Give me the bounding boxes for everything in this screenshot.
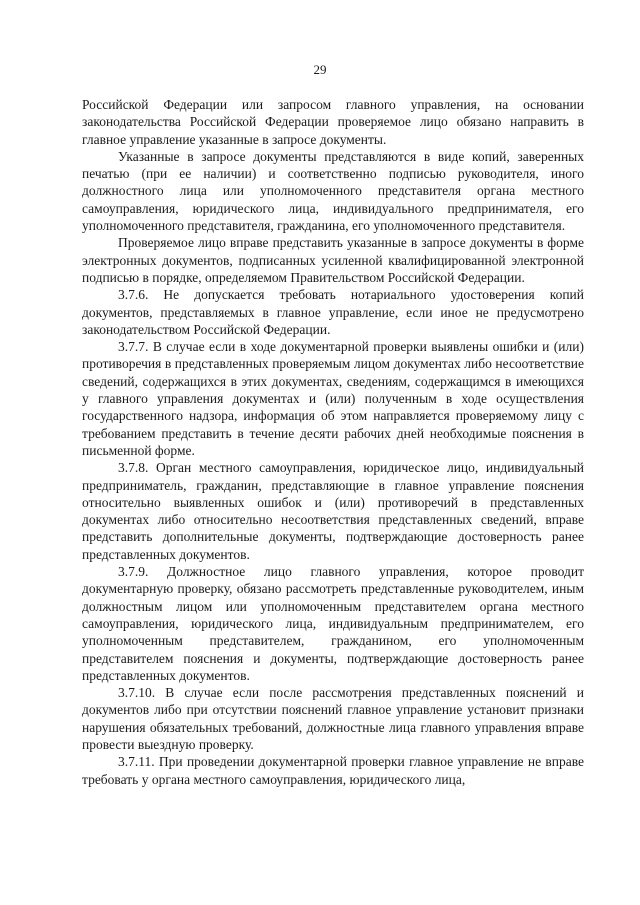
paragraph-3-7-6: 3.7.6. Не допускается требовать нотариального удостоверения копий документов, представляемых в главное управление, если иное не предусмотрено законодательством Российской Федерации. bbox=[82, 287, 584, 337]
paragraph-3-7-9: 3.7.9. Должностное лицо главного управления, которое проводит документарную проверку, обязано рассмотреть представленные руководителем, иным должностным лицом или уполномоченным представителем органа местного самоуправления, юридического лица, индивидуальным предпринимателем, его уполномоченным представителем, гражданином, его уполномоченным представителем пояснения и документы, подтверждающие достоверность ранее представленных документов. bbox=[82, 564, 584, 683]
paragraph-3-7-7: 3.7.7. В случае если в ходе документарной проверки выявлены ошибки и (или) противоречия в представленных проверяемым лицом документах либо несоответствие сведений, содержащихся в этих документах, сведениям, содержащимся в имеющихся у главного управления документах и (или) полученным в ходе осуществления государственного надзора, информация об этом направляется проверяемому лицу с требованием представить в течение десяти рабочих дней необходимые пояснения в письменной форме. bbox=[82, 339, 584, 458]
page-number: 29 bbox=[313, 62, 327, 77]
paragraph-electronic-documents: Проверяемое лицо вправе представить указанные в запросе документы в форме электронных документов, подписанных усиленной квалифицированной электронной подписью в порядке, определяемом Правительством Российской Федерации. bbox=[82, 235, 584, 285]
paragraph-3-7-8: 3.7.8. Орган местного самоуправления, юридическое лицо, индивидуальный предприниматель, гражданин, представляющие в главное управление пояснения относительно выявленных ошибок и (или) противоречий в представленных документах либо относительно несоответствия представленных сведений, вправе представить дополнительные документы, подтверждающие достоверность ранее представленных документов. bbox=[82, 460, 584, 562]
paragraph-continuation: Российской Федерации или запросом главного управления, на основании законодательства Российской Федерации проверяемое лицо обязано направить в главное управление указанные в запросе документы. bbox=[82, 97, 584, 147]
paragraph-3-7-10: 3.7.10. В случае если после рассмотрения представленных пояснений и документов либо при отсутствии пояснений главное управление установит признаки нарушения обязательных требований, должностные лица главного управления вправе провести выездную проверку. bbox=[82, 685, 584, 752]
document-body bbox=[82, 96, 584, 788]
paragraph-3-7-11: 3.7.11. При проведении документарной проверки главное управление не вправе требовать у органа местного самоуправления, юридического лица, bbox=[82, 754, 584, 787]
paragraph-documents-copies: Указанные в запросе документы представляются в виде копий, заверенных печатью (при ее наличии) и соответственно подписью руководителя, иного должностного лица или уполномоченного представителя органа местного самоуправления, юридического лица, индивидуального предпринимателя, его уполномоченного представителя, гражданина, его уполномоченного представителя. bbox=[82, 148, 584, 234]
